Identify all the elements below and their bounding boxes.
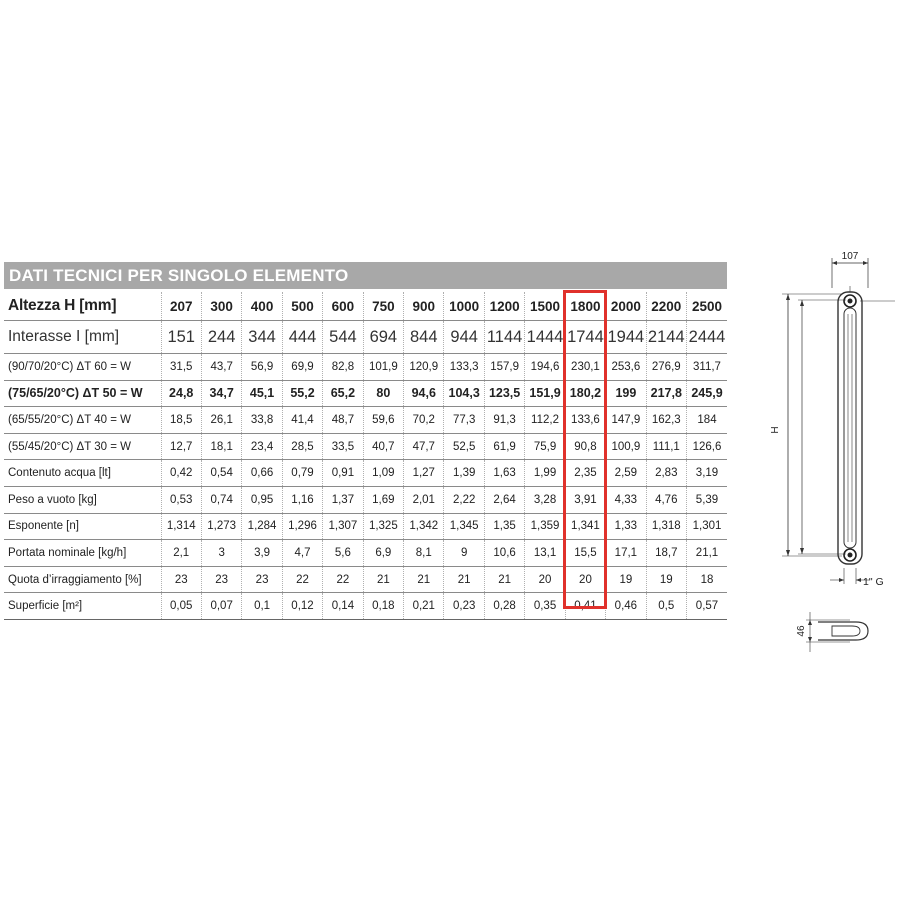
cell-1000: 1,39 xyxy=(444,460,484,487)
cell-1000: 944 xyxy=(444,321,484,354)
height-label: H xyxy=(770,426,781,434)
cell-1500: 1,99 xyxy=(525,460,565,487)
cell-2500: 1,301 xyxy=(687,513,728,540)
cell-1200: 1144 xyxy=(484,321,524,354)
cell-400: 23 xyxy=(242,566,282,593)
row-label: (65/55/20°C) ΔT 40 = W xyxy=(4,407,161,434)
cell-900: 70,2 xyxy=(404,407,444,434)
cell-2200: 1,318 xyxy=(646,513,686,540)
cell-2200: 2144 xyxy=(646,321,686,354)
radiator-technical-drawing xyxy=(760,250,900,670)
cell-1000: 133,3 xyxy=(444,354,484,381)
row-label: Peso a vuoto [kg] xyxy=(4,486,161,513)
cell-400: 23,4 xyxy=(242,433,282,460)
cell-600: 0,91 xyxy=(323,460,363,487)
cell-1200: 1,35 xyxy=(484,513,524,540)
cell-2000: 199 xyxy=(606,380,646,407)
cell-2200: 276,9 xyxy=(646,354,686,381)
cell-300: 1,273 xyxy=(201,513,241,540)
cell-1000: 21 xyxy=(444,566,484,593)
cell-1000: 0,23 xyxy=(444,593,484,620)
row-label: (75/65/20°C) ΔT 50 = W xyxy=(4,380,161,407)
table-title: DATI TECNICI PER SINGOLO ELEMENTO xyxy=(9,266,349,285)
cell-1000: 2,22 xyxy=(444,486,484,513)
cell-2000: 2000 xyxy=(606,292,646,321)
cell-300: 3 xyxy=(201,540,241,567)
cell-1500: 3,28 xyxy=(525,486,565,513)
cell-500: 69,9 xyxy=(282,354,322,381)
cell-2500: 311,7 xyxy=(687,354,728,381)
cell-2500: 2500 xyxy=(687,292,728,321)
cell-500: 41,4 xyxy=(282,407,322,434)
cell-1500: 1500 xyxy=(525,292,565,321)
cell-750: 1,09 xyxy=(363,460,403,487)
cell-1200: 157,9 xyxy=(484,354,524,381)
cell-1800: 230,1 xyxy=(565,354,605,381)
side-profile-outline xyxy=(818,622,868,640)
width-label: 107 xyxy=(841,251,859,262)
cell-750: 1,325 xyxy=(363,513,403,540)
cell-1800: 3,91 xyxy=(565,486,605,513)
cell-600: 0,14 xyxy=(323,593,363,620)
cell-207: 24,8 xyxy=(161,380,201,407)
cell-1500: 1,359 xyxy=(525,513,565,540)
row-label: Contenuto acqua [lt] xyxy=(4,460,161,487)
cell-1500: 151,9 xyxy=(525,380,565,407)
cell-1800: 1800 xyxy=(565,292,605,321)
cell-500: 444 xyxy=(282,321,322,354)
cell-1000: 77,3 xyxy=(444,407,484,434)
cell-300: 18,1 xyxy=(201,433,241,460)
cell-1800: 1744 xyxy=(565,321,605,354)
cell-500: 500 xyxy=(282,292,322,321)
cell-1800: 1,341 xyxy=(565,513,605,540)
cell-207: 23 xyxy=(161,566,201,593)
cell-2500: 5,39 xyxy=(687,486,728,513)
cell-207: 18,5 xyxy=(161,407,201,434)
cell-900: 1,342 xyxy=(404,513,444,540)
cell-300: 0,07 xyxy=(201,593,241,620)
cell-400: 344 xyxy=(242,321,282,354)
table-row-9 xyxy=(4,566,727,593)
table-row-2 xyxy=(4,380,727,407)
row-label: Superficie [m²] xyxy=(4,593,161,620)
cell-2500: 245,9 xyxy=(687,380,728,407)
cell-300: 43,7 xyxy=(201,354,241,381)
cell-1200: 123,5 xyxy=(484,380,524,407)
cell-1500: 112,2 xyxy=(525,407,565,434)
cell-900: 21 xyxy=(404,566,444,593)
cell-2000: 1944 xyxy=(606,321,646,354)
cell-1500: 20 xyxy=(525,566,565,593)
cell-300: 0,74 xyxy=(201,486,241,513)
cell-2000: 2,59 xyxy=(606,460,646,487)
cell-500: 28,5 xyxy=(282,433,322,460)
cell-207: 0,42 xyxy=(161,460,201,487)
cell-400: 45,1 xyxy=(242,380,282,407)
cell-500: 0,12 xyxy=(282,593,322,620)
cell-750: 0,18 xyxy=(363,593,403,620)
cell-207: 12,7 xyxy=(161,433,201,460)
cell-1200: 1200 xyxy=(484,292,524,321)
cell-2500: 184 xyxy=(687,407,728,434)
cell-900: 94,6 xyxy=(404,380,444,407)
row-label: Esponente [n] xyxy=(4,513,161,540)
depth-label: 46 xyxy=(796,625,807,637)
cell-1200: 10,6 xyxy=(484,540,524,567)
cell-1500: 75,9 xyxy=(525,433,565,460)
radiator-element-outline xyxy=(838,292,862,564)
cell-500: 1,296 xyxy=(282,513,322,540)
cell-1800: 20 xyxy=(565,566,605,593)
cell-600: 1,307 xyxy=(323,513,363,540)
cell-400: 33,8 xyxy=(242,407,282,434)
cell-2200: 0,5 xyxy=(646,593,686,620)
row-label: Interasse I [mm] xyxy=(4,321,161,354)
cell-900: 8,1 xyxy=(404,540,444,567)
cell-1200: 2,64 xyxy=(484,486,524,513)
cell-2000: 100,9 xyxy=(606,433,646,460)
cell-2500: 126,6 xyxy=(687,433,728,460)
row-label: (90/70/20°C) ΔT 60 = W xyxy=(4,354,161,381)
cell-600: 65,2 xyxy=(323,380,363,407)
row-label: Portata nominale [kg/h] xyxy=(4,540,161,567)
cell-1000: 1000 xyxy=(444,292,484,321)
cell-1500: 0,35 xyxy=(525,593,565,620)
cell-2200: 111,1 xyxy=(646,433,686,460)
cell-1200: 61,9 xyxy=(484,433,524,460)
cell-1200: 1,63 xyxy=(484,460,524,487)
connection-label: 1" G xyxy=(863,576,884,588)
cell-750: 101,9 xyxy=(363,354,403,381)
cell-400: 0,95 xyxy=(242,486,282,513)
table-row-6 xyxy=(4,486,727,513)
row-label: Quota d’irraggiamento [%] xyxy=(4,566,161,593)
cell-500: 1,16 xyxy=(282,486,322,513)
cell-2200: 4,76 xyxy=(646,486,686,513)
cell-900: 900 xyxy=(404,292,444,321)
cell-1500: 1444 xyxy=(525,321,565,354)
cell-400: 56,9 xyxy=(242,354,282,381)
cell-750: 59,6 xyxy=(363,407,403,434)
cell-1000: 52,5 xyxy=(444,433,484,460)
cell-750: 694 xyxy=(363,321,403,354)
table-row-3 xyxy=(4,407,727,434)
row-label: Altezza H [mm] xyxy=(4,292,161,321)
cell-207: 207 xyxy=(161,292,201,321)
cell-600: 544 xyxy=(323,321,363,354)
cell-2000: 253,6 xyxy=(606,354,646,381)
row-label: (55/45/20°C) ΔT 30 = W xyxy=(4,433,161,460)
table-row-1 xyxy=(4,354,727,381)
cell-2200: 162,3 xyxy=(646,407,686,434)
cell-207: 0,53 xyxy=(161,486,201,513)
cell-500: 55,2 xyxy=(282,380,322,407)
cell-1800: 2,35 xyxy=(565,460,605,487)
cell-300: 26,1 xyxy=(201,407,241,434)
cell-300: 34,7 xyxy=(201,380,241,407)
table-row-5 xyxy=(4,460,727,487)
spec-table xyxy=(4,292,727,620)
cell-750: 1,69 xyxy=(363,486,403,513)
table-title-banner xyxy=(4,262,727,289)
cell-900: 2,01 xyxy=(404,486,444,513)
cell-2000: 1,33 xyxy=(606,513,646,540)
table-row-10 xyxy=(4,593,727,620)
cell-1000: 9 xyxy=(444,540,484,567)
cell-500: 0,79 xyxy=(282,460,322,487)
cell-1200: 0,28 xyxy=(484,593,524,620)
table-row-8 xyxy=(4,540,727,567)
cell-2000: 4,33 xyxy=(606,486,646,513)
cell-300: 300 xyxy=(201,292,241,321)
cell-500: 22 xyxy=(282,566,322,593)
cell-2200: 2200 xyxy=(646,292,686,321)
cell-2500: 21,1 xyxy=(687,540,728,567)
cell-207: 0,05 xyxy=(161,593,201,620)
cell-400: 1,284 xyxy=(242,513,282,540)
cell-750: 750 xyxy=(363,292,403,321)
cell-1800: 0,41 xyxy=(565,593,605,620)
cell-2500: 2444 xyxy=(687,321,728,354)
cell-2000: 17,1 xyxy=(606,540,646,567)
cell-300: 0,54 xyxy=(201,460,241,487)
cell-2000: 19 xyxy=(606,566,646,593)
cell-600: 1,37 xyxy=(323,486,363,513)
cell-1800: 90,8 xyxy=(565,433,605,460)
table-row-7 xyxy=(4,513,727,540)
cell-1800: 133,6 xyxy=(565,407,605,434)
cell-900: 0,21 xyxy=(404,593,444,620)
cell-2500: 0,57 xyxy=(687,593,728,620)
cell-2200: 19 xyxy=(646,566,686,593)
cell-400: 3,9 xyxy=(242,540,282,567)
cell-2500: 3,19 xyxy=(687,460,728,487)
cell-2000: 147,9 xyxy=(606,407,646,434)
cell-750: 6,9 xyxy=(363,540,403,567)
cell-207: 151 xyxy=(161,321,201,354)
cell-900: 844 xyxy=(404,321,444,354)
cell-300: 244 xyxy=(201,321,241,354)
cell-207: 31,5 xyxy=(161,354,201,381)
cell-207: 2,1 xyxy=(161,540,201,567)
cell-1000: 1,345 xyxy=(444,513,484,540)
cell-2200: 217,8 xyxy=(646,380,686,407)
table-row-header xyxy=(4,292,727,321)
cell-1500: 13,1 xyxy=(525,540,565,567)
cell-400: 400 xyxy=(242,292,282,321)
cell-2200: 18,7 xyxy=(646,540,686,567)
cell-600: 82,8 xyxy=(323,354,363,381)
cell-2200: 2,83 xyxy=(646,460,686,487)
cell-900: 1,27 xyxy=(404,460,444,487)
table-row-0 xyxy=(4,321,727,354)
cell-400: 0,66 xyxy=(242,460,282,487)
cell-2000: 0,46 xyxy=(606,593,646,620)
cell-1200: 21 xyxy=(484,566,524,593)
cell-600: 33,5 xyxy=(323,433,363,460)
cell-1200: 91,3 xyxy=(484,407,524,434)
table-row-4 xyxy=(4,433,727,460)
cell-600: 48,7 xyxy=(323,407,363,434)
cell-600: 22 xyxy=(323,566,363,593)
cell-1500: 194,6 xyxy=(525,354,565,381)
cell-500: 4,7 xyxy=(282,540,322,567)
cell-750: 40,7 xyxy=(363,433,403,460)
cell-300: 23 xyxy=(201,566,241,593)
cell-400: 0,1 xyxy=(242,593,282,620)
cell-600: 600 xyxy=(323,292,363,321)
cell-600: 5,6 xyxy=(323,540,363,567)
cell-1800: 15,5 xyxy=(565,540,605,567)
cell-900: 47,7 xyxy=(404,433,444,460)
cell-900: 120,9 xyxy=(404,354,444,381)
cell-207: 1,314 xyxy=(161,513,201,540)
cell-750: 80 xyxy=(363,380,403,407)
cell-1800: 180,2 xyxy=(565,380,605,407)
cell-2500: 18 xyxy=(687,566,728,593)
cell-750: 21 xyxy=(363,566,403,593)
cell-1000: 104,3 xyxy=(444,380,484,407)
